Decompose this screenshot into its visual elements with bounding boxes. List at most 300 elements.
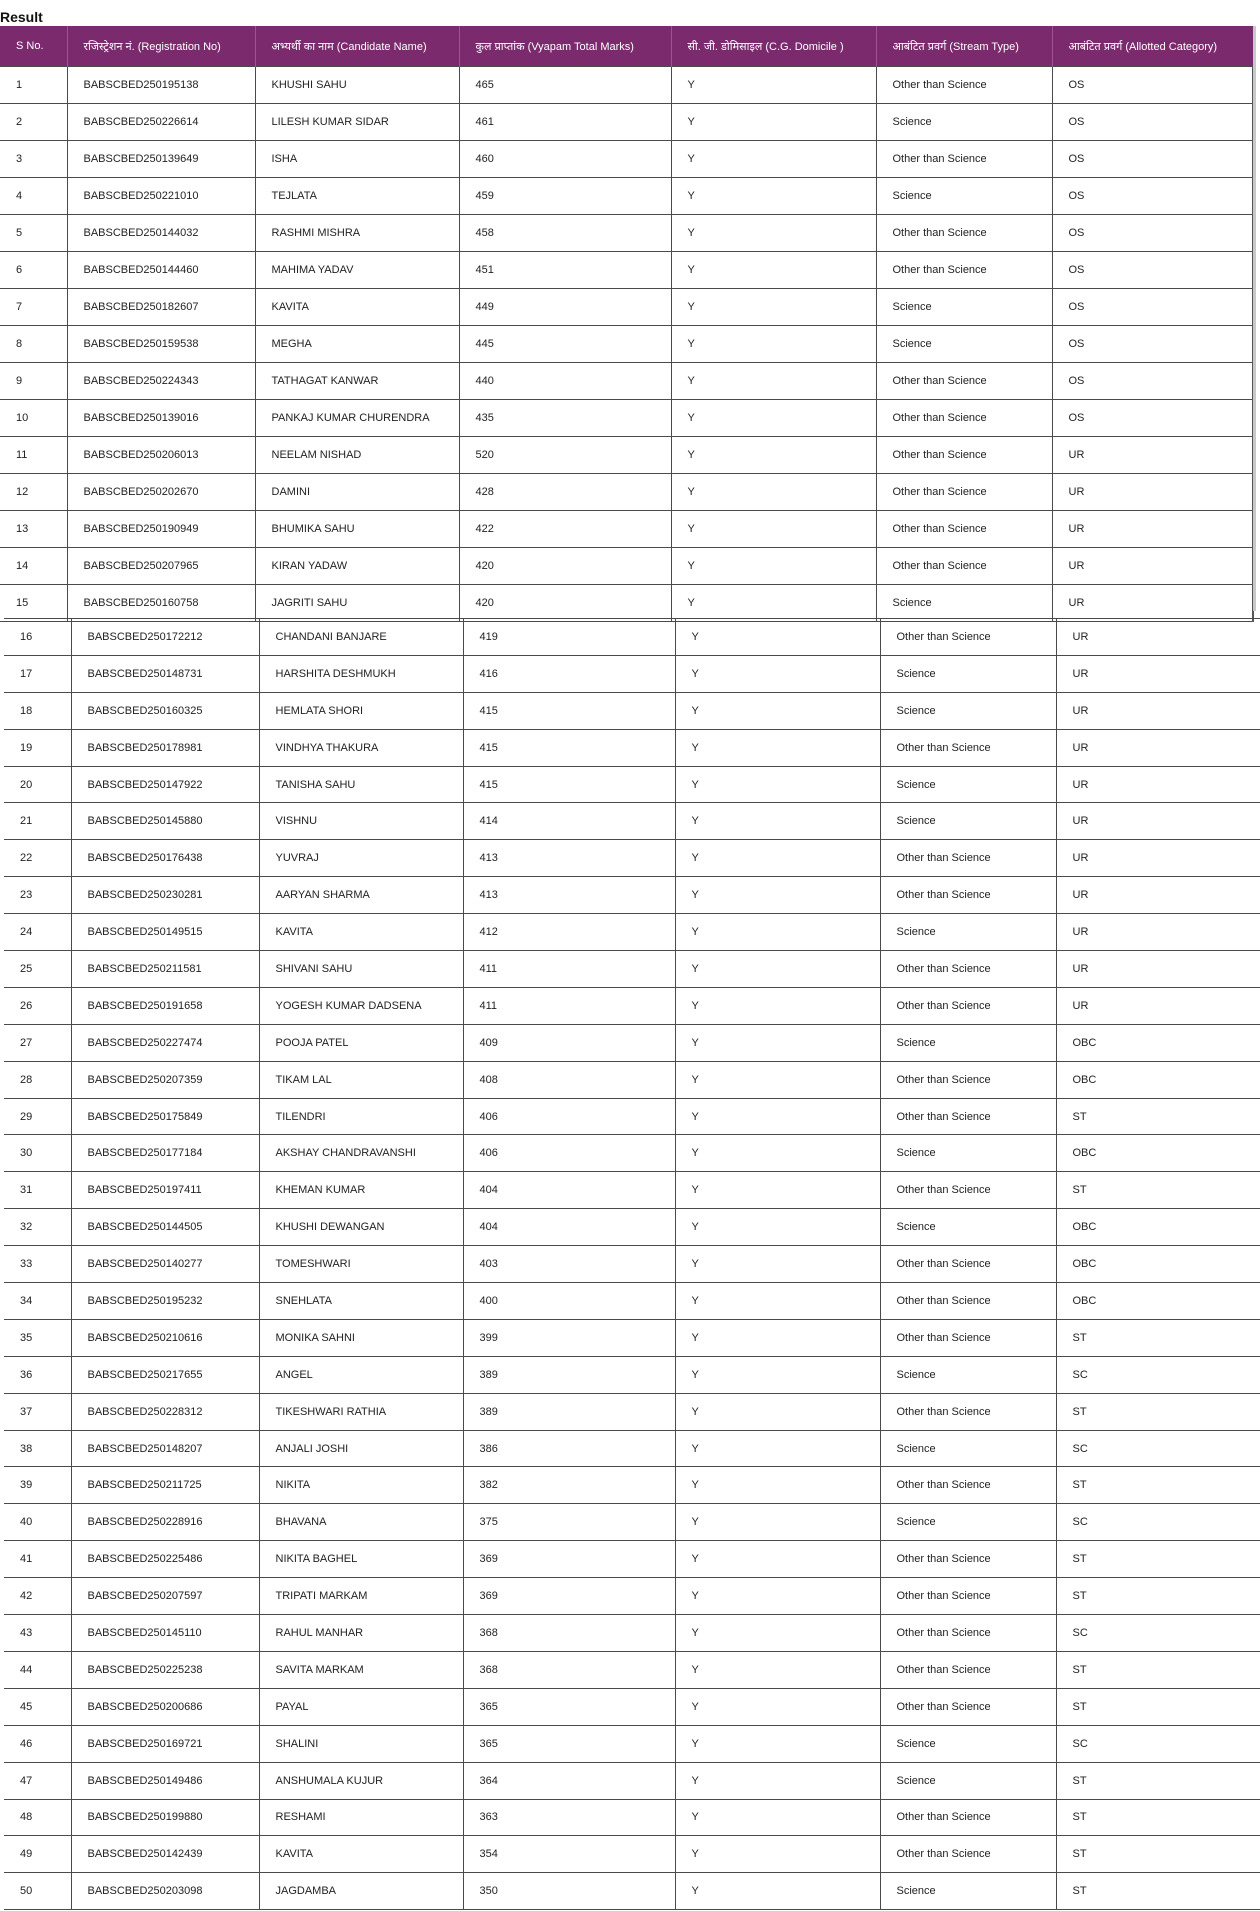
cell-total-marks: 382 [463, 1467, 675, 1504]
cell-allotted-category: OS [1052, 67, 1253, 104]
cell-sno: 4 [0, 178, 67, 215]
cell-candidate-name: TEJLATA [255, 178, 459, 215]
cell-stream-type: Other than Science [880, 729, 1056, 766]
cell-stream-type: Science [880, 1873, 1056, 1910]
cell-domicile: Y [675, 655, 880, 692]
cell-candidate-name: TIKESHWARI RATHIA [259, 1393, 463, 1430]
cell-stream-type: Other than Science [880, 1246, 1056, 1283]
cell-stream-type: Science [876, 585, 1052, 622]
cell-allotted-category: ST [1056, 1651, 1260, 1688]
cell-stream-type: Other than Science [880, 1651, 1056, 1688]
cell-sno: 28 [4, 1061, 71, 1098]
cell-candidate-name: RASHMI MISHRA [255, 215, 459, 252]
table-row [4, 1283, 1260, 1320]
cell-allotted-category: ST [1056, 1098, 1260, 1135]
cell-allotted-category: OBC [1056, 1283, 1260, 1320]
cell-allotted-category: SC [1056, 1430, 1260, 1467]
cell-domicile: Y [675, 1467, 880, 1504]
cell-total-marks: 369 [463, 1541, 675, 1578]
table-row [0, 104, 1253, 141]
table-row [4, 1246, 1260, 1283]
cell-allotted-category: UR [1052, 474, 1253, 511]
cell-sno: 37 [4, 1393, 71, 1430]
cell-registration-no: BABSCBED250160325 [71, 692, 259, 729]
cell-allotted-category: ST [1056, 1799, 1260, 1836]
cell-total-marks: 420 [459, 548, 671, 585]
cell-sno: 10 [0, 400, 67, 437]
cell-total-marks: 350 [463, 1873, 675, 1910]
cell-candidate-name: KAVITA [259, 1836, 463, 1873]
cell-allotted-category: SC [1056, 1356, 1260, 1393]
cell-domicile: Y [675, 1393, 880, 1430]
cell-allotted-category: OS [1052, 326, 1253, 363]
cell-candidate-name: YOGESH KUMAR DADSENA [259, 987, 463, 1024]
cell-registration-no: BABSCBED250211725 [71, 1467, 259, 1504]
cell-sno: 30 [4, 1135, 71, 1172]
cell-allotted-category: UR [1052, 548, 1253, 585]
result-table-bottom [4, 618, 1260, 1910]
cell-total-marks: 461 [459, 104, 671, 141]
cell-registration-no: BABSCBED250207359 [71, 1061, 259, 1098]
cell-registration-no: BABSCBED250148207 [71, 1430, 259, 1467]
col-header-allotted-category: आबंटित प्रवर्ग (Allotted Category) [1052, 26, 1253, 67]
cell-allotted-category: UR [1056, 766, 1260, 803]
cell-domicile: Y [675, 1283, 880, 1320]
cell-domicile: Y [671, 289, 876, 326]
cell-total-marks: 465 [459, 67, 671, 104]
cell-registration-no: BABSCBED250144505 [71, 1209, 259, 1246]
cell-total-marks: 435 [459, 400, 671, 437]
table-row [4, 1209, 1260, 1246]
cell-sno: 19 [4, 729, 71, 766]
cell-registration-no: BABSCBED250177184 [71, 1135, 259, 1172]
cell-registration-no: BABSCBED250159538 [67, 326, 255, 363]
cell-candidate-name: PAYAL [259, 1688, 463, 1725]
cell-registration-no: BABSCBED250224343 [67, 363, 255, 400]
cell-stream-type: Other than Science [876, 400, 1052, 437]
cell-domicile: Y [671, 215, 876, 252]
cell-stream-type: Science [880, 1430, 1056, 1467]
cell-candidate-name: KIRAN YADAW [255, 548, 459, 585]
cell-sno: 49 [4, 1836, 71, 1873]
table-row [4, 1172, 1260, 1209]
cell-total-marks: 368 [463, 1651, 675, 1688]
cell-stream-type: Science [880, 766, 1056, 803]
cell-sno: 13 [0, 511, 67, 548]
col-header-stream-type: आबंटित प्रवर्ग (Stream Type) [876, 26, 1052, 67]
cell-domicile: Y [671, 67, 876, 104]
cell-stream-type: Other than Science [876, 363, 1052, 400]
cell-registration-no: BABSCBED250160758 [67, 585, 255, 622]
cell-domicile: Y [675, 619, 880, 656]
cell-sno: 43 [4, 1615, 71, 1652]
cell-sno: 50 [4, 1873, 71, 1910]
cell-registration-no: BABSCBED250200686 [71, 1688, 259, 1725]
table-row [4, 803, 1260, 840]
cell-candidate-name: TRIPATI MARKAM [259, 1578, 463, 1615]
cell-domicile: Y [671, 326, 876, 363]
table-row [0, 215, 1253, 252]
cell-candidate-name: TANISHA SAHU [259, 766, 463, 803]
cell-total-marks: 389 [463, 1356, 675, 1393]
table-row [4, 1541, 1260, 1578]
cell-sno: 47 [4, 1762, 71, 1799]
cell-allotted-category: OS [1052, 215, 1253, 252]
table-row [0, 363, 1253, 400]
cell-registration-no: BABSCBED250172212 [71, 619, 259, 656]
cell-total-marks: 399 [463, 1319, 675, 1356]
cell-domicile: Y [671, 104, 876, 141]
cell-sno: 22 [4, 840, 71, 877]
cell-stream-type: Other than Science [876, 437, 1052, 474]
cell-allotted-category: OBC [1056, 1209, 1260, 1246]
cell-domicile: Y [671, 437, 876, 474]
cell-domicile: Y [675, 1024, 880, 1061]
cell-registration-no: BABSCBED250195138 [67, 67, 255, 104]
cell-registration-no: BABSCBED250217655 [71, 1356, 259, 1393]
cell-sno: 7 [0, 289, 67, 326]
cell-stream-type: Other than Science [876, 215, 1052, 252]
cell-allotted-category: SC [1056, 1725, 1260, 1762]
table-row [0, 548, 1253, 585]
cell-stream-type: Science [876, 104, 1052, 141]
table-row [4, 987, 1260, 1024]
cell-stream-type: Science [880, 1209, 1056, 1246]
table-row [4, 1762, 1260, 1799]
cell-sno: 6 [0, 252, 67, 289]
table-row [4, 655, 1260, 692]
cell-domicile: Y [675, 1762, 880, 1799]
cell-sno: 25 [4, 951, 71, 988]
table-row [4, 1061, 1260, 1098]
cell-allotted-category: UR [1056, 619, 1260, 656]
cell-stream-type: Other than Science [880, 877, 1056, 914]
cell-sno: 46 [4, 1725, 71, 1762]
cell-domicile: Y [675, 766, 880, 803]
cell-total-marks: 375 [463, 1504, 675, 1541]
cell-candidate-name: HEMLATA SHORI [259, 692, 463, 729]
cell-domicile: Y [675, 1246, 880, 1283]
table-row [4, 1430, 1260, 1467]
cell-candidate-name: TILENDRI [259, 1098, 463, 1135]
cell-allotted-category: UR [1056, 877, 1260, 914]
cell-registration-no: BABSCBED250145880 [71, 803, 259, 840]
cell-sno: 17 [4, 655, 71, 692]
cell-registration-no: BABSCBED250206013 [67, 437, 255, 474]
table-row [0, 326, 1253, 363]
cell-sno: 44 [4, 1651, 71, 1688]
table-row [4, 619, 1260, 656]
cell-sno: 48 [4, 1799, 71, 1836]
cell-domicile: Y [675, 1615, 880, 1652]
cell-allotted-category: ST [1056, 1172, 1260, 1209]
cell-domicile: Y [675, 1873, 880, 1910]
cell-registration-no: BABSCBED250176438 [71, 840, 259, 877]
cell-sno: 2 [0, 104, 67, 141]
cell-candidate-name: JAGRITI SAHU [255, 585, 459, 622]
cell-candidate-name: BHAVANA [259, 1504, 463, 1541]
cell-registration-no: BABSCBED250226614 [67, 104, 255, 141]
table-row [0, 400, 1253, 437]
cell-registration-no: BABSCBED250207597 [71, 1578, 259, 1615]
cell-sno: 21 [4, 803, 71, 840]
cell-domicile: Y [671, 474, 876, 511]
cell-candidate-name: CHANDANI BANJARE [259, 619, 463, 656]
table-row [0, 289, 1253, 326]
cell-stream-type: Other than Science [876, 474, 1052, 511]
cell-domicile: Y [675, 951, 880, 988]
cell-registration-no: BABSCBED250178981 [71, 729, 259, 766]
cell-candidate-name: VISHNU [259, 803, 463, 840]
cell-sno: 16 [4, 619, 71, 656]
cell-candidate-name: AARYAN SHARMA [259, 877, 463, 914]
cell-stream-type: Science [880, 692, 1056, 729]
col-header-domicile: सी. जी. डोमिसाइल (C.G. Domicile ) [671, 26, 876, 67]
cell-domicile: Y [675, 1430, 880, 1467]
cell-registration-no: BABSCBED250228916 [71, 1504, 259, 1541]
cell-candidate-name: ISHA [255, 141, 459, 178]
cell-stream-type: Other than Science [880, 951, 1056, 988]
cell-allotted-category: OS [1052, 289, 1253, 326]
table-row [4, 1467, 1260, 1504]
cell-total-marks: 428 [459, 474, 671, 511]
table-row [0, 141, 1253, 178]
cell-stream-type: Other than Science [880, 1615, 1056, 1652]
cell-sno: 1 [0, 67, 67, 104]
cell-domicile: Y [675, 914, 880, 951]
cell-domicile: Y [675, 1098, 880, 1135]
cell-stream-type: Other than Science [880, 1836, 1056, 1873]
cell-allotted-category: ST [1056, 1467, 1260, 1504]
cell-candidate-name: NIKITA BAGHEL [259, 1541, 463, 1578]
table-row [4, 840, 1260, 877]
cell-registration-no: BABSCBED250211581 [71, 951, 259, 988]
cell-domicile: Y [675, 1799, 880, 1836]
cell-allotted-category: UR [1052, 585, 1253, 622]
cell-sno: 23 [4, 877, 71, 914]
cell-sno: 31 [4, 1172, 71, 1209]
table-body-bottom [4, 619, 1260, 1910]
cell-total-marks: 458 [459, 215, 671, 252]
cell-stream-type: Other than Science [876, 67, 1052, 104]
cell-domicile: Y [675, 1061, 880, 1098]
table-row [4, 1836, 1260, 1873]
cell-total-marks: 409 [463, 1024, 675, 1061]
cell-allotted-category: ST [1056, 1836, 1260, 1873]
cell-candidate-name: LILESH KUMAR SIDAR [255, 104, 459, 141]
cell-stream-type: Science [880, 1356, 1056, 1393]
cell-registration-no: BABSCBED250228312 [71, 1393, 259, 1430]
cell-allotted-category: ST [1056, 1873, 1260, 1910]
cell-registration-no: BABSCBED250147922 [71, 766, 259, 803]
cell-sno: 39 [4, 1467, 71, 1504]
col-header-sno: S No. [0, 26, 67, 67]
cell-domicile: Y [671, 141, 876, 178]
cell-allotted-category: ST [1056, 1688, 1260, 1725]
table-row [4, 877, 1260, 914]
cell-domicile: Y [675, 1172, 880, 1209]
cell-allotted-category: UR [1056, 987, 1260, 1024]
table-row [4, 951, 1260, 988]
cell-domicile: Y [671, 400, 876, 437]
cell-allotted-category: UR [1056, 729, 1260, 766]
table-row [4, 1651, 1260, 1688]
cell-sno: 5 [0, 215, 67, 252]
cell-stream-type: Science [880, 1024, 1056, 1061]
cell-domicile: Y [675, 1578, 880, 1615]
cell-total-marks: 368 [463, 1615, 675, 1652]
cell-total-marks: 415 [463, 729, 675, 766]
table-row [4, 1098, 1260, 1135]
cell-stream-type: Other than Science [880, 1098, 1056, 1135]
cell-total-marks: 420 [459, 585, 671, 622]
cell-stream-type: Other than Science [880, 1061, 1056, 1098]
table-row [4, 1024, 1260, 1061]
cell-registration-no: BABSCBED250140277 [71, 1246, 259, 1283]
cell-total-marks: 449 [459, 289, 671, 326]
cell-domicile: Y [675, 803, 880, 840]
cell-stream-type: Other than Science [880, 1467, 1056, 1504]
cell-registration-no: BABSCBED250190949 [67, 511, 255, 548]
cell-registration-no: BABSCBED250142439 [71, 1836, 259, 1873]
cell-candidate-name: KHUSHI DEWANGAN [259, 1209, 463, 1246]
cell-candidate-name: KAVITA [259, 914, 463, 951]
cell-candidate-name: NEELAM NISHAD [255, 437, 459, 474]
cell-stream-type: Science [880, 1762, 1056, 1799]
table-row [4, 1393, 1260, 1430]
cell-allotted-category: OBC [1056, 1024, 1260, 1061]
cell-candidate-name: MEGHA [255, 326, 459, 363]
cell-sno: 9 [0, 363, 67, 400]
cell-total-marks: 415 [463, 692, 675, 729]
cell-allotted-category: UR [1056, 655, 1260, 692]
cell-total-marks: 406 [463, 1135, 675, 1172]
cell-total-marks: 406 [463, 1098, 675, 1135]
cell-stream-type: Science [876, 178, 1052, 215]
cell-registration-no: BABSCBED250148731 [71, 655, 259, 692]
cell-stream-type: Other than Science [880, 1172, 1056, 1209]
cell-allotted-category: SC [1056, 1615, 1260, 1652]
cell-stream-type: Other than Science [880, 1541, 1056, 1578]
cell-total-marks: 369 [463, 1578, 675, 1615]
cell-stream-type: Other than Science [880, 1393, 1056, 1430]
cell-total-marks: 412 [463, 914, 675, 951]
cell-candidate-name: SNEHLATA [259, 1283, 463, 1320]
cell-domicile: Y [671, 252, 876, 289]
cell-stream-type: Other than Science [880, 1688, 1056, 1725]
cell-sno: 18 [4, 692, 71, 729]
cell-total-marks: 414 [463, 803, 675, 840]
cell-stream-type: Other than Science [880, 619, 1056, 656]
page-title: Result [0, 9, 43, 25]
table-row [4, 692, 1260, 729]
cell-domicile: Y [671, 511, 876, 548]
cell-registration-no: BABSCBED250169721 [71, 1725, 259, 1762]
cell-domicile: Y [675, 1836, 880, 1873]
cell-total-marks: 365 [463, 1725, 675, 1762]
cell-domicile: Y [675, 729, 880, 766]
cell-registration-no: BABSCBED250199880 [71, 1799, 259, 1836]
cell-registration-no: BABSCBED250225486 [71, 1541, 259, 1578]
vertical-scrollbar[interactable] [1253, 26, 1256, 611]
cell-stream-type: Other than Science [876, 511, 1052, 548]
cell-sno: 20 [4, 766, 71, 803]
cell-total-marks: 400 [463, 1283, 675, 1320]
cell-allotted-category: UR [1052, 437, 1253, 474]
cell-sno: 26 [4, 987, 71, 1024]
cell-candidate-name: ANGEL [259, 1356, 463, 1393]
cell-total-marks: 403 [463, 1246, 675, 1283]
cell-candidate-name: TOMESHWARI [259, 1246, 463, 1283]
cell-domicile: Y [675, 1688, 880, 1725]
cell-sno: 45 [4, 1688, 71, 1725]
cell-domicile: Y [671, 363, 876, 400]
cell-total-marks: 364 [463, 1762, 675, 1799]
cell-domicile: Y [675, 1319, 880, 1356]
cell-registration-no: BABSCBED250144460 [67, 252, 255, 289]
cell-candidate-name: MAHIMA YADAV [255, 252, 459, 289]
cell-registration-no: BABSCBED250139016 [67, 400, 255, 437]
cell-total-marks: 415 [463, 766, 675, 803]
cell-stream-type: Science [880, 803, 1056, 840]
cell-stream-type: Science [876, 326, 1052, 363]
cell-total-marks: 445 [459, 326, 671, 363]
cell-total-marks: 404 [463, 1209, 675, 1246]
cell-candidate-name: ANSHUMALA KUJUR [259, 1762, 463, 1799]
table-row [4, 1319, 1260, 1356]
cell-stream-type: Other than Science [880, 840, 1056, 877]
cell-stream-type: Other than Science [876, 548, 1052, 585]
cell-total-marks: 419 [463, 619, 675, 656]
cell-candidate-name: YUVRAJ [259, 840, 463, 877]
cell-registration-no: BABSCBED250207965 [67, 548, 255, 585]
cell-candidate-name: SHIVANI SAHU [259, 951, 463, 988]
cell-registration-no: BABSCBED250210616 [71, 1319, 259, 1356]
cell-candidate-name: KHUSHI SAHU [255, 67, 459, 104]
cell-allotted-category: OBC [1056, 1135, 1260, 1172]
cell-allotted-category: OS [1052, 178, 1253, 215]
cell-registration-no: BABSCBED250195232 [71, 1283, 259, 1320]
cell-domicile: Y [675, 840, 880, 877]
cell-sno: 3 [0, 141, 67, 178]
cell-total-marks: 408 [463, 1061, 675, 1098]
cell-allotted-category: ST [1056, 1541, 1260, 1578]
cell-sno: 35 [4, 1319, 71, 1356]
cell-total-marks: 411 [463, 951, 675, 988]
table-row [0, 252, 1253, 289]
cell-candidate-name: SHALINI [259, 1725, 463, 1762]
cell-candidate-name: MONIKA SAHNI [259, 1319, 463, 1356]
table-row [4, 1356, 1260, 1393]
table-body-top [0, 67, 1253, 622]
cell-candidate-name: JAGDAMBA [259, 1873, 463, 1910]
cell-allotted-category: ST [1056, 1319, 1260, 1356]
cell-candidate-name: BHUMIKA SAHU [255, 511, 459, 548]
cell-sno: 40 [4, 1504, 71, 1541]
cell-registration-no: BABSCBED250191658 [71, 987, 259, 1024]
cell-candidate-name: TATHAGAT KANWAR [255, 363, 459, 400]
cell-candidate-name: DAMINI [255, 474, 459, 511]
table-row [4, 1615, 1260, 1652]
cell-stream-type: Other than Science [880, 1319, 1056, 1356]
cell-allotted-category: SC [1056, 1504, 1260, 1541]
cell-stream-type: Science [880, 1135, 1056, 1172]
cell-domicile: Y [675, 987, 880, 1024]
cell-sno: 41 [4, 1541, 71, 1578]
cell-candidate-name: AKSHAY CHANDRAVANSHI [259, 1135, 463, 1172]
cell-stream-type: Science [880, 1504, 1056, 1541]
cell-registration-no: BABSCBED250230281 [71, 877, 259, 914]
